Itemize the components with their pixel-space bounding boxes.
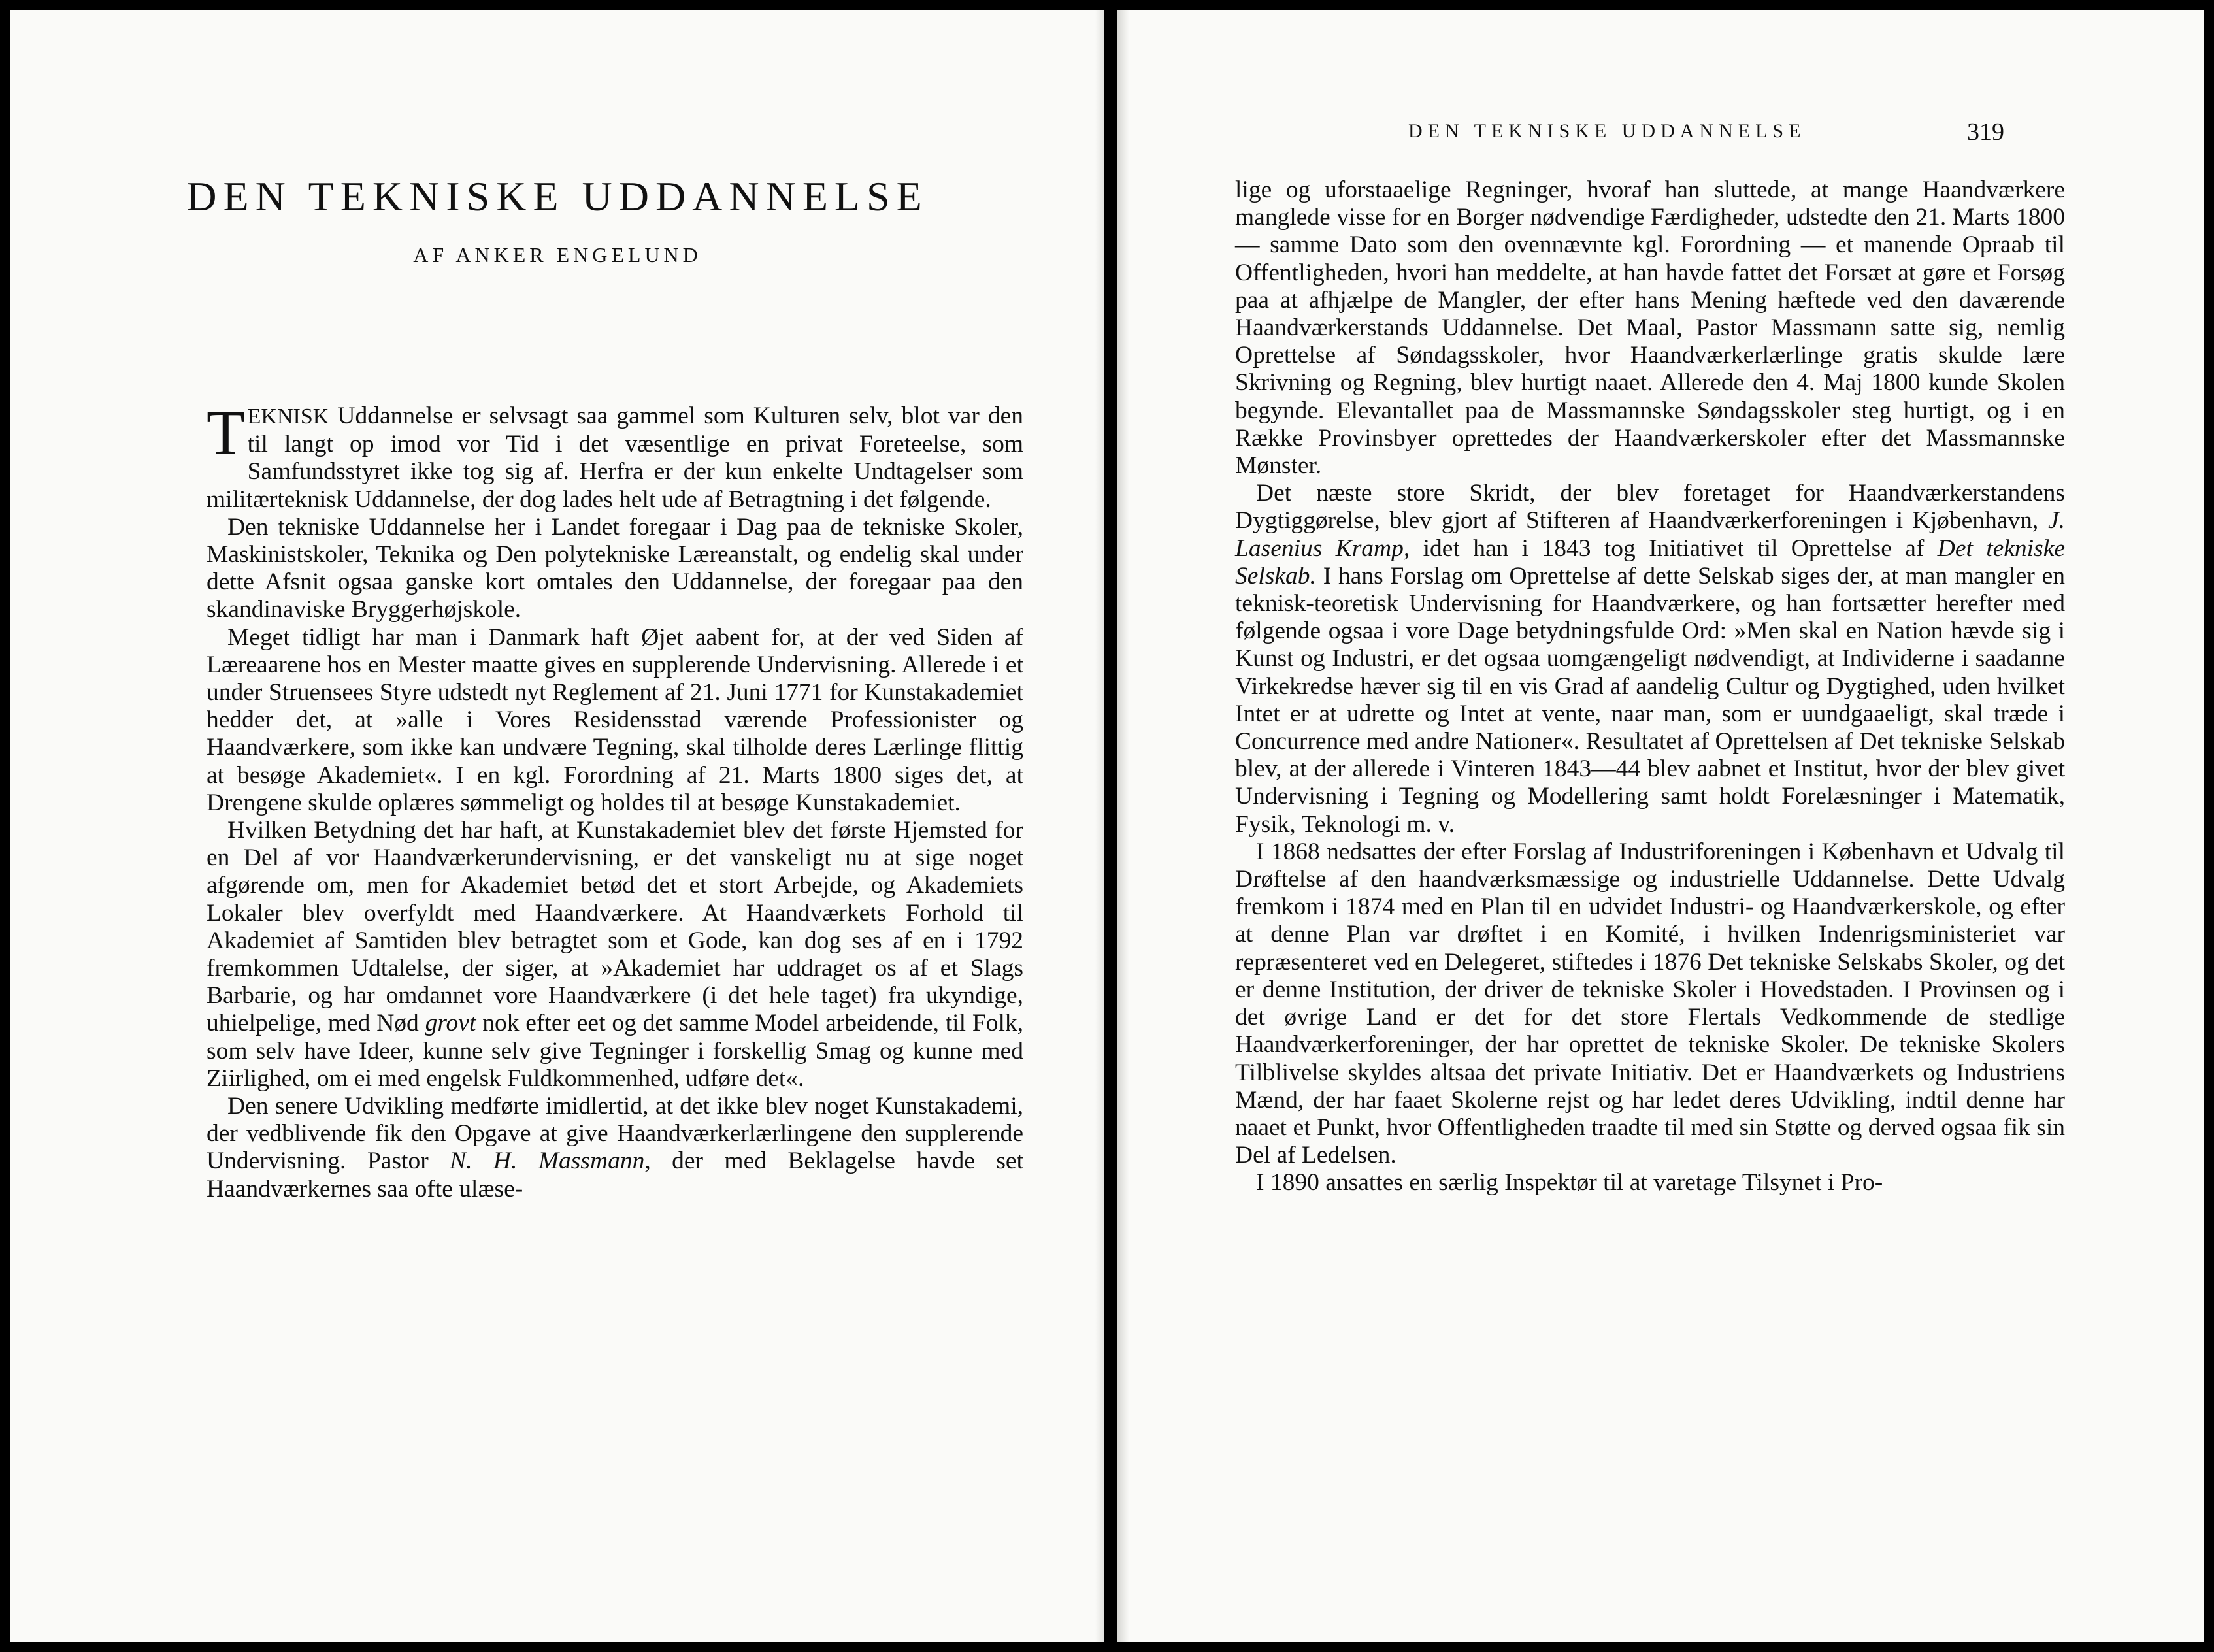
running-head: DEN TEKNISKE UDDANNELSE bbox=[1408, 120, 1806, 142]
italic-name: J. Lasenius Kramp, bbox=[1235, 507, 2065, 562]
paragraph-text: I hans Forslag om Oprettelse af dette Selskab siges der, at man mangler en teknisk-teoretisk Undervisning for Haandværkere, og han fortsætter herefter med følgende ogsaa i vore Dage betydningsfulde Ord: »Men skal en Nation hævde sig i Kunst og Industri, er det ogsaa uomgængeligt nødvendigt, at Individerne i saadanne Virkekredse hæver sig til en vis Grad af aandelig Cultur og Dygtighed, uden hvilket Intet er at udrette og Intet at vente, naar man, som er uundgaaeligt, skal træde i Concurrence med andre Nationer«. Resultatet af Oprettelsen af Det tekniske Selskab blev, at der allerede i Vinteren 1843—44 blev aabnet et Institut, hvor der blev givet Undervisning i Tegning og Modellering samt holdt Forelæsninger i Matematik, Fysik, Teknologi m. v. bbox=[1235, 562, 2065, 838]
page-number: 319 bbox=[1967, 118, 2004, 146]
right-page bbox=[1117, 10, 2204, 1642]
article-byline: AF ANKER ENGELUND bbox=[413, 243, 702, 267]
paragraph bbox=[207, 1093, 1023, 1203]
paragraph-text: Det næste store Skridt, der blev foretaget for Haandværkerstandens Dygtiggørelse, blev gjort af Stifteren af Haandværkerforeningen i Kjøbenhavn, bbox=[1235, 480, 2065, 535]
paragraph bbox=[207, 817, 1023, 1093]
page-gutter-shadow bbox=[1117, 10, 1129, 1642]
paragraph-text: Uddannelse er selvsagt saa gammel som Kulturen selv, blot var den til langt op imod vor Tid i det væsentlige en privat Foreteelse, som Samfundsstyret ikke tog sig af. Herfra er der kun enkelte Undtagelser som militærteknisk Uddannelse, der dog lades helt ude af Betragtning i det følgende. bbox=[207, 403, 1023, 513]
paragraph-text: Hvilken Betydning det har haft, at Kunstakademiet blev det første Hjemsted for en Del af vor Haandværkerundervisning, er det vanskeligt nu at sige noget afgørende om, men for Akademiet betød det et stort Arbejde, og Akademiets Lokaler blev overfyldt med Haandværkere. At Haandværkets Forhold til Akademiet af Samtiden blev betragtet som et Gode, kan dog ses af en i 1792 fremkommen Udtalelse, der siger, at »Akademiet har uddraget os af et Slags Barbarie, og har omdannet vore Haandværkere (i det hele taget) fra ukyndige, uhielpelige, med Nød bbox=[207, 817, 1023, 1037]
drop-cap: T bbox=[207, 397, 245, 467]
article-title: DEN TEKNISKE UDDANNELSE bbox=[186, 173, 929, 220]
left-body-text bbox=[207, 397, 1023, 1203]
paragraph-text: nok efter eet og det samme Model arbeidende, til Folk, som selv have Ideer, kunne selv give Tegninger i forskellig Smag og kunne med Ziirlighed, om ei med engelsk Fuldkommenhed, udføre det«. bbox=[207, 1010, 1023, 1092]
small-caps-word: EKNISK bbox=[247, 405, 329, 429]
italic-word: grovt bbox=[425, 1010, 476, 1037]
paragraph: I 1868 nedsattes der efter Forslag af Industriforeningen i København et Udvalg til Drøftelse af den haandværksmæssige og industrielle Uddannelse. Dette Udvalg fremkom i 1874 med en Plan til en udvidet Industri- og Haandværkerskole, og efter at denne Plan var drøftet i en Komité, i hvilken Indenrigsministeriet var repræsenteret ved en Delegeret, stiftedes i 1876 Det tekniske Selskabs Skoler, og det er denne Institution, der driver de tekniske Skoler i Hovedstaden. I Provinsen og i det øvrige Land er det for det store Flertals Vedkommende de stedlige Haandværkerforeninger, der har oprettet de tekniske Skoler. De tekniske Skolers Tilblivelse skyldes altsaa det private Initiativ. Det er Haandværkets og Industriens Mænd, der har faaet Skolerne rejst og har ledet deres Udvikling, indtil denne har naaet et Punkt, hvor Offentligheden traadte til med sin Støtte og derved ogsaa fik sin Del af Ledelsen. bbox=[1235, 838, 2065, 1169]
right-body-text bbox=[1235, 176, 2065, 1197]
italic-name: N. H. Massmann, bbox=[450, 1148, 651, 1175]
left-page bbox=[10, 10, 1104, 1642]
paragraph: I 1890 ansattes en særlig Inspektør til at varetage Tilsynet i Pro- bbox=[1256, 1169, 1883, 1197]
paragraph bbox=[1235, 480, 2065, 838]
paragraph: lige og uforstaaelige Regninger, hvoraf han sluttede, at mange Haandværkere manglede visse for en Borger nødvendige Færdigheder, udstedte den 21. Marts 1800 — samme Dato som den ovennævnte kgl. Forordning — et manende Opraab til Offentligheden, hvori han meddelte, at han havde fattet det Forsæt at gøre et Forsøg paa at afhjælpe de Mangler, der efter hans Mening hæftede ved den daværende Haandværkerstands Uddannelse. Det Maal, Pastor Massmann satte sig, nemlig Oprettelse af Søndagsskoler, hvor Haandværkerlærlinge gratis skulde lære Skrivning og Regning, blev hurtigt naaet. Allerede den 4. Maj 1800 kunde Skolen begynde. Elevantallet paa de Massmannske Søndagsskoler steg hurtigt, og i en Række Provinsbyer oprettedes der Haandværkerskoler efter det Massmannske Mønster. bbox=[1235, 176, 2065, 480]
spine-gap bbox=[1104, 0, 1117, 1652]
paragraph-text: idet han i 1843 tog Initiativet til Oprettelse af bbox=[1410, 535, 1938, 562]
italic-name: Det tekniske Selskab. bbox=[1235, 535, 2065, 589]
paragraph bbox=[207, 397, 1023, 514]
paragraph: Meget tidligt har man i Danmark haft Øjet aabent for, at der ved Siden af Læreaarene hos en Mester maatte gives en supplerende Undervisning. Allerede i et under Struensees Styre udstedt nyt Reglement af 21. Juni 1771 for Kunstakademiet hedder det, at »alle i Vores Residensstad værende Professionister og Haandværkere, som ikke kan undvære Tegning, skal tilholde deres Lærlinge flittig at besøge Akademiet«. I en kgl. Forordning af 21. Marts 1800 siges det, at Drengene skulde oplæres sømmeligt og holdes til at besøge Kunstakademiet. bbox=[207, 623, 1023, 816]
paragraph: Den tekniske Uddannelse her i Landet foregaar i Dag paa de tekniske Skoler, Maskinistskoler, Teknika og Den polytekniske Læreanstalt, og endelig skal under dette Afsnit ogsaa ganske kort omtales den Uddannelse, der foregaar paa den skandinaviske Bryggerhøjskole. bbox=[207, 513, 1023, 623]
paragraph-text: Den senere Udvikling medførte imidlertid, at det ikke blev noget Kunstakademi, der vedblivende fik den Opgave at give Haandværkerlærlingene den supplerende Undervisning. Pastor bbox=[207, 1093, 1023, 1175]
paragraph-text: der med Beklagelse havde set Haandværkernes saa ofte ulæse- bbox=[207, 1148, 1023, 1202]
